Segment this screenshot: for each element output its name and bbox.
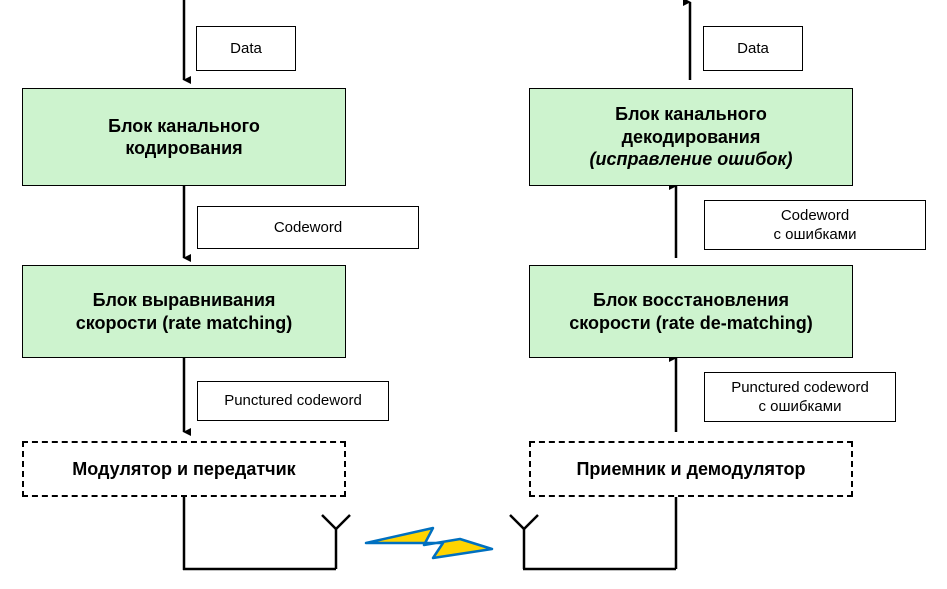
left-data-text: Data (230, 39, 262, 57)
right-punctured-label (704, 372, 896, 422)
rate-matching-line1: Блок выравнивания (92, 290, 276, 310)
modulator-transmitter-text: Модулятор и передатчик (72, 458, 296, 479)
right-punctured-line1: Punctured codeword (731, 378, 869, 396)
right-punctured-line2: с ошибками (758, 398, 842, 415)
channel-decoding-line1: Блок канального (615, 104, 767, 125)
right-codeword-line2: с ошибками (773, 226, 857, 243)
right-data-label (703, 26, 803, 71)
channel-coding-block (22, 88, 346, 186)
channel-coding-line1: Блок канального (108, 115, 260, 136)
receiver-demodulator-block (529, 441, 853, 497)
right-data-text: Data (737, 39, 769, 57)
modulator-transmitter-block (22, 441, 346, 497)
left-codeword-label (197, 206, 419, 249)
left-punctured-text: Punctured codeword (224, 392, 362, 410)
right-codeword-label (704, 200, 926, 250)
rate-matching-line2: скорости (rate matching) (75, 312, 293, 333)
right-codeword-line1: Codeword (780, 206, 850, 224)
rate-dematching-line1: Блок восстановления (593, 290, 789, 310)
lightning-bolt-icon (366, 528, 492, 558)
channel-decoding-line3: (исправление ошибок) (589, 149, 793, 170)
rate-matching-block (22, 265, 346, 358)
left-codeword-text: Codeword (273, 218, 343, 236)
channel-decoding-line2: декодирования (621, 126, 761, 147)
left-punctured-label (197, 381, 389, 421)
channel-coding-line2: кодирования (125, 138, 243, 158)
receiver-demodulator-text: Приемник и демодулятор (576, 458, 806, 479)
channel-decoding-block (529, 88, 853, 186)
rate-dematching-line2: скорости (rate de-matching) (569, 312, 813, 333)
left-data-label (196, 26, 296, 71)
rate-dematching-block (529, 265, 853, 358)
